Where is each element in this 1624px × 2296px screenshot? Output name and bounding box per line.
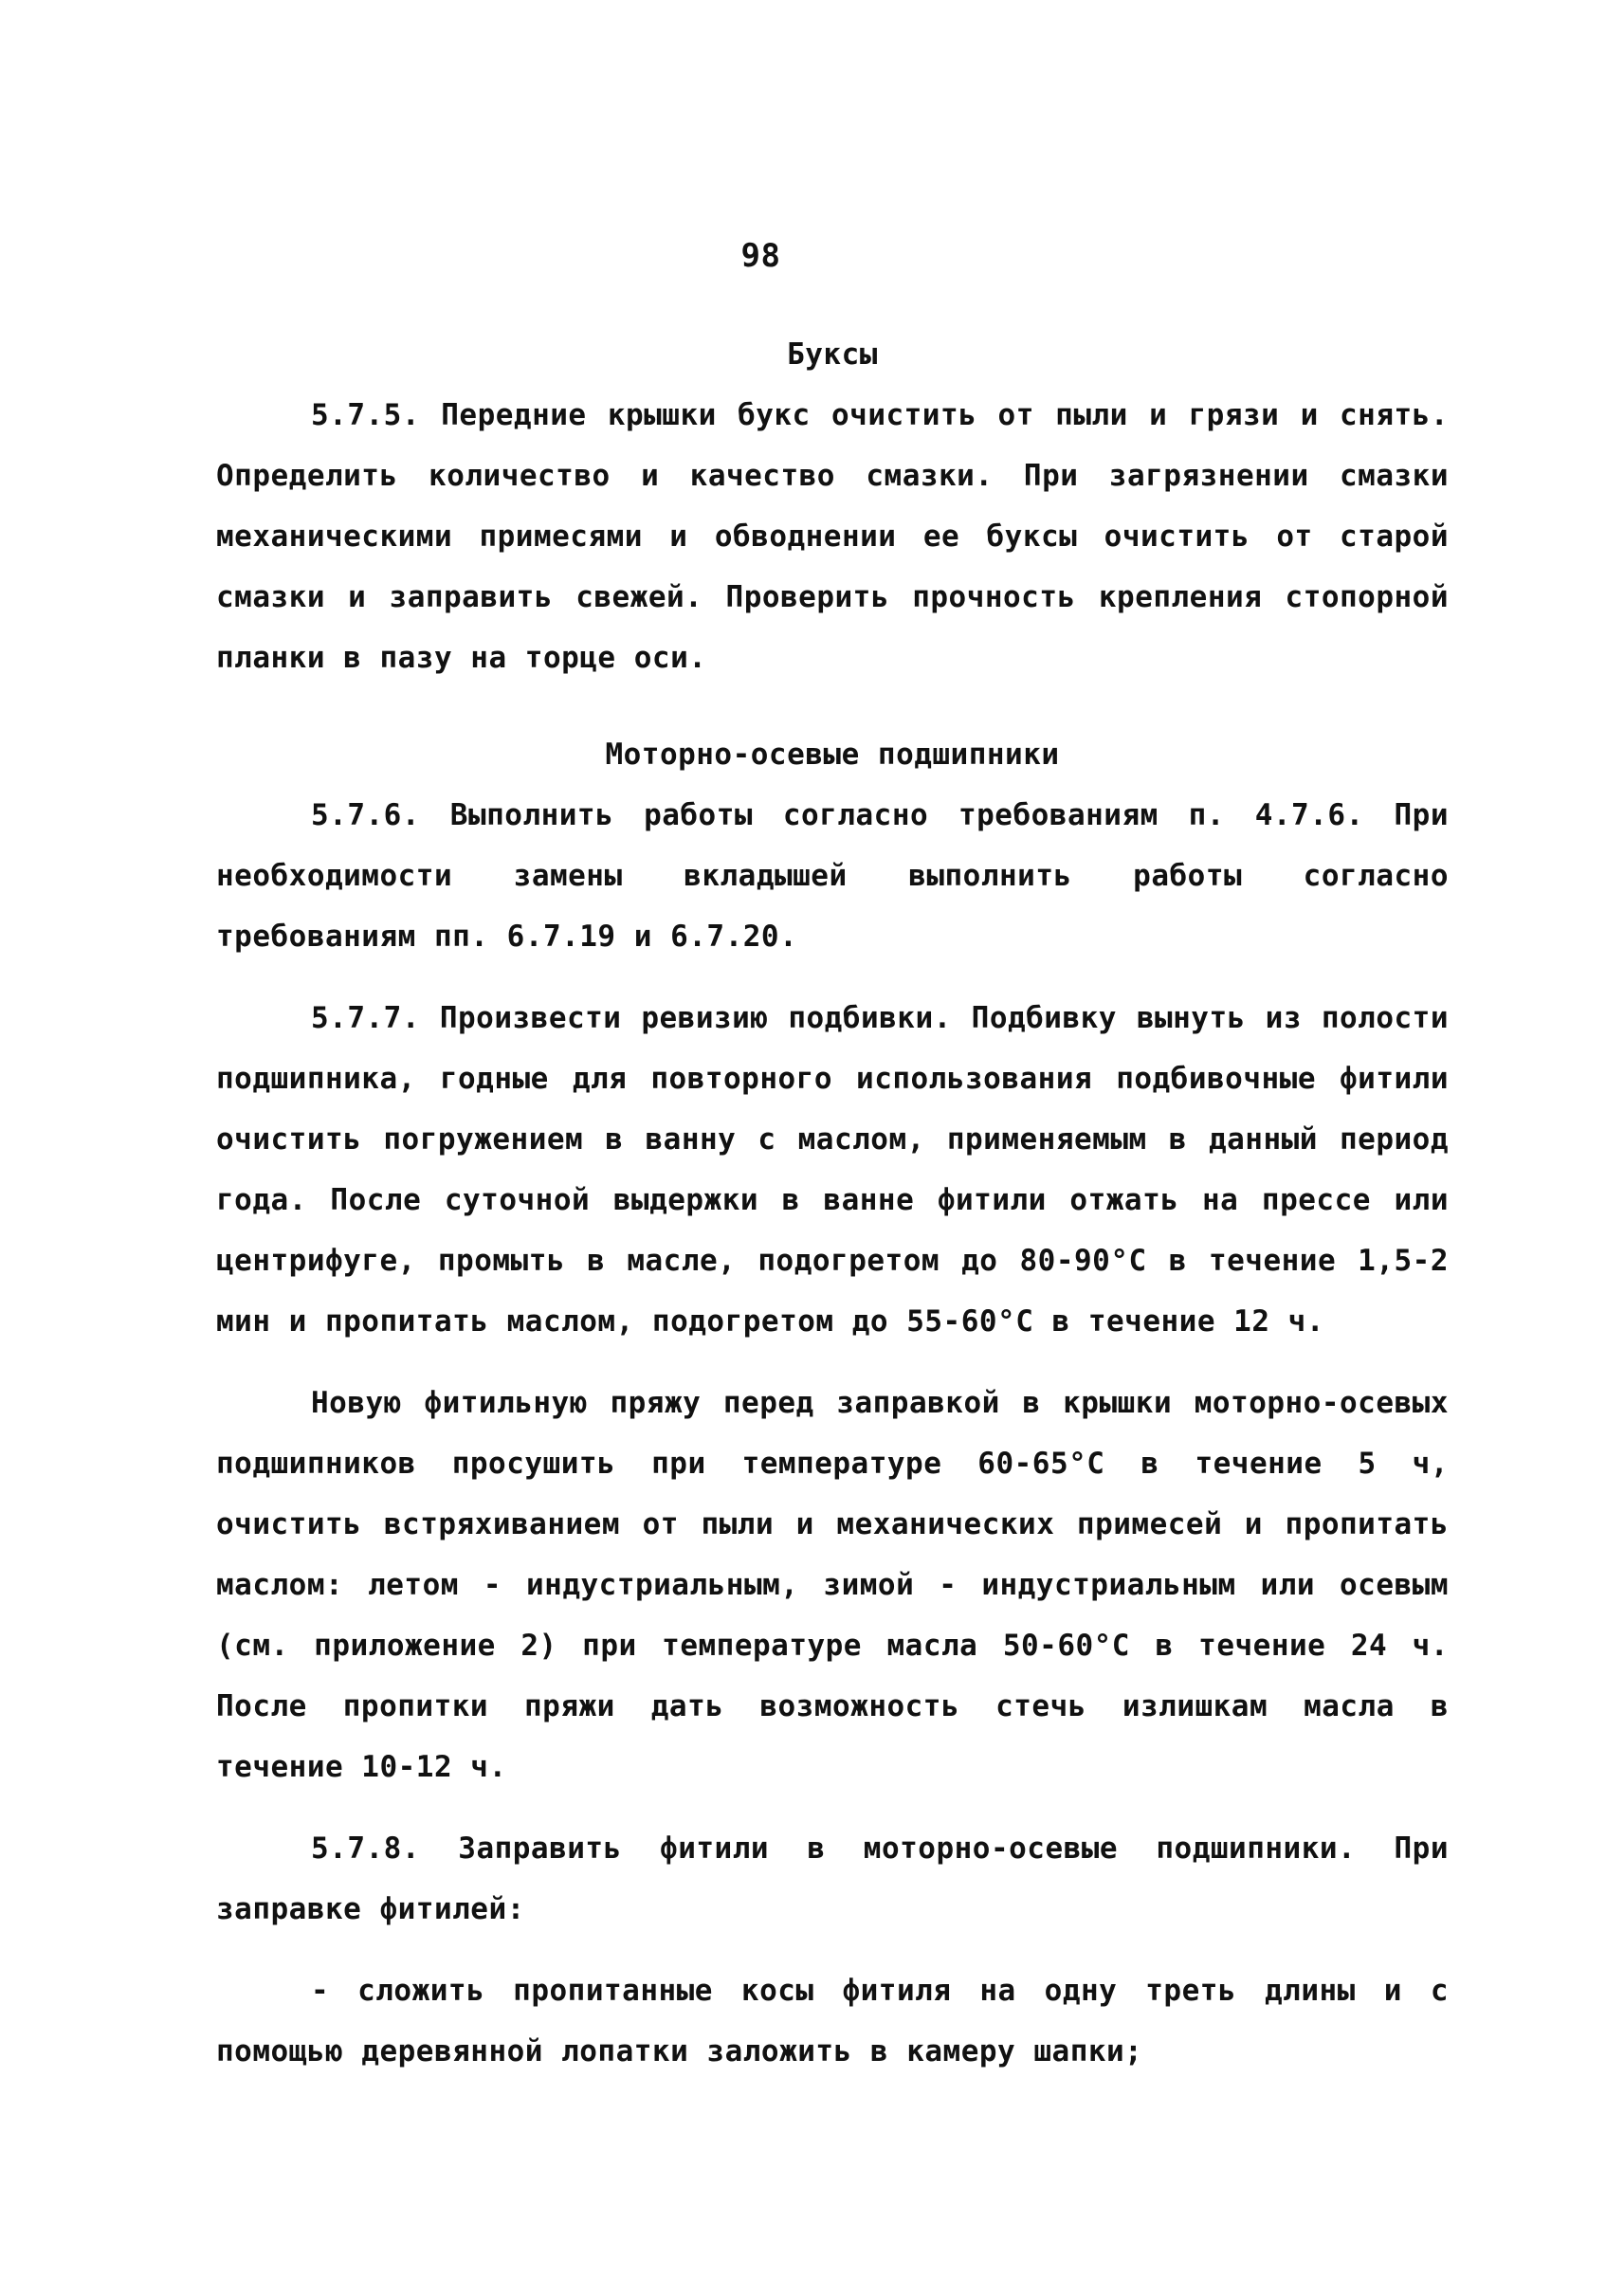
section-heading-motor-axle-bearings: Моторно-осевые подшипники — [605, 738, 1060, 772]
document-body — [216, 324, 1449, 2082]
paragraph-5-7-5: 5.7.5. Передние крышки букс очистить от пыли и грязи и снять. Определить количество и качество смазки. При загрязнении смазки механическими примесями и обводнении ее буксы очистить от старой смазки и заправить свежей. Проверить прочность крепления стопорной планки в пазу на торце оси. — [216, 398, 1449, 675]
section-heading-buksy: Буксы — [787, 337, 878, 372]
paragraph-5-7-8: 5.7.8. Заправить фитили в моторно-осевые подшипники. При заправке фитилей: — [216, 1831, 1449, 1926]
paragraph-5-7-7: 5.7.7. Произвести ревизию подбивки. Подбивку вынуть из полости подшипника, годные для повторного использования подбивочные фитили очистить погружением в ванну с маслом, применяемым в данный период года. После суточной выдержки в ванне фитили отжать на прессе или центрифуге, промыть в масле, подогретом до 80-90°С в течение 1,5-2 мин и пропитать маслом, подогретом до 55-60°С в течение 12 ч. — [216, 1001, 1449, 1339]
paragraph-5-7-6: 5.7.6. Выполнить работы согласно требованиям п. 4.7.6. При необходимости замены вкладышей выполнить работы согласно требованиям пп. 6.7.19 и 6.7.20. — [216, 798, 1449, 954]
paragraph-list-item: - сложить пропитанные косы фитиля на одну треть длины и с помощью деревянной лопатки заложить в камеру шапки; — [216, 1974, 1449, 2068]
page-number: 98 — [740, 237, 781, 275]
paragraph-new-wick-yarn: Новую фитильную пряжу перед заправкой в крышки моторно-осевых подшипников просушить при температуре 60-65°С в течение 5 ч, очистить встряхиванием от пыли и механических примесей и пропитать маслом: летом - индустриальным, зимой - индустриальным или осевым (см. приложение 2) при температуре масла 50-60°С в течение 24 ч. После пропитки пряжи дать возможность стечь излишкам масла в течение 10-12 ч. — [216, 1386, 1449, 1784]
